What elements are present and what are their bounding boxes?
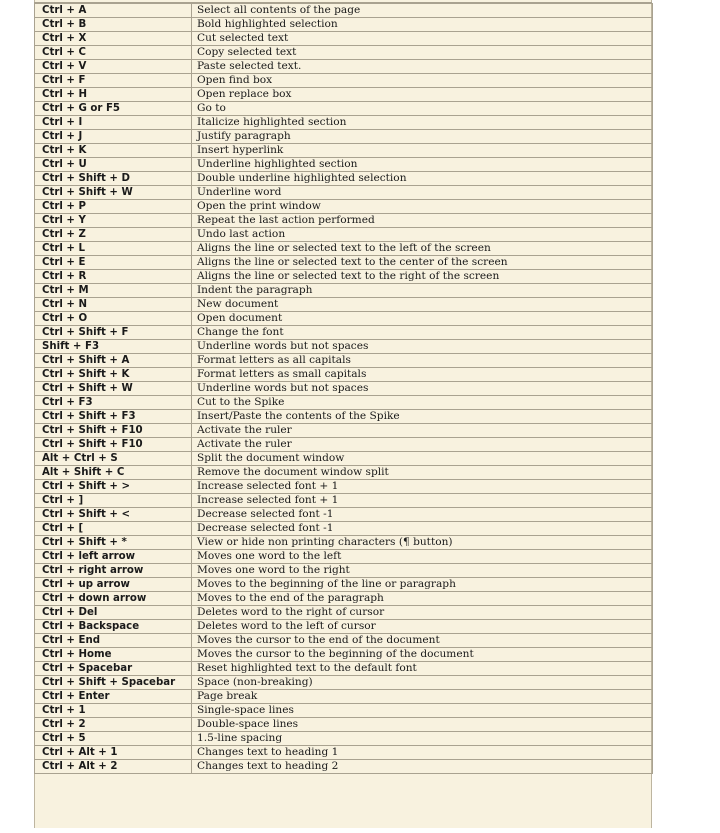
shortcut-description-cell: Cut selected text	[192, 32, 653, 46]
table-row	[35, 88, 653, 102]
shortcut-description-cell: Moves to the beginning of the line or paragraph	[192, 578, 653, 592]
shortcut-description-cell: Change the font	[192, 326, 653, 340]
shortcut-key-cell: Ctrl + Shift + W	[35, 186, 192, 200]
shortcut-key-cell: Ctrl + F3	[35, 396, 192, 410]
table-row	[35, 760, 653, 774]
table-row	[35, 284, 653, 298]
shortcut-description-cell: Double-space lines	[192, 718, 653, 732]
table-row	[35, 438, 653, 452]
shortcut-table	[34, 3, 653, 774]
shortcut-description-cell: Decrease selected font -1	[192, 508, 653, 522]
shortcut-description-cell: Increase selected font + 1	[192, 494, 653, 508]
shortcut-description-cell: Insert hyperlink	[192, 144, 653, 158]
table-row	[35, 508, 653, 522]
shortcut-description-cell: Aligns the line or selected text to the center of the screen	[192, 256, 653, 270]
shortcut-key-cell: Ctrl + Alt + 1	[35, 746, 192, 760]
shortcut-description-cell: Open replace box	[192, 88, 653, 102]
shortcut-description-cell: Format letters as small capitals	[192, 368, 653, 382]
shortcut-description-cell: Insert/Paste the contents of the Spike	[192, 410, 653, 424]
shortcut-description-cell: Repeat the last action performed	[192, 214, 653, 228]
shortcut-description-cell: Remove the document window split	[192, 466, 653, 480]
table-row	[35, 424, 653, 438]
shortcut-key-cell: Ctrl + left arrow	[35, 550, 192, 564]
shortcut-description-cell: Undo last action	[192, 228, 653, 242]
shortcut-description-cell: Go to	[192, 102, 653, 116]
table-row	[35, 718, 653, 732]
shortcut-description-cell: Space (non-breaking)	[192, 676, 653, 690]
shortcut-key-cell: Ctrl + I	[35, 116, 192, 130]
table-row	[35, 564, 653, 578]
shortcut-key-cell: Ctrl + 2	[35, 718, 192, 732]
table-row	[35, 102, 653, 116]
shortcut-key-cell: Ctrl + Z	[35, 228, 192, 242]
shortcut-description-cell: Open document	[192, 312, 653, 326]
shortcut-key-cell: Ctrl + Alt + 2	[35, 760, 192, 774]
table-row	[35, 732, 653, 746]
shortcut-description-cell: Aligns the line or selected text to the left of the screen	[192, 242, 653, 256]
shortcut-description-cell: Page break	[192, 690, 653, 704]
table-row	[35, 578, 653, 592]
shortcut-description-cell: 1.5-line spacing	[192, 732, 653, 746]
shortcut-key-cell: Alt + Shift + C	[35, 466, 192, 480]
table-row	[35, 494, 653, 508]
shortcut-key-cell: Alt + Ctrl + S	[35, 452, 192, 466]
table-row	[35, 270, 653, 284]
shortcut-description-cell: Justify paragraph	[192, 130, 653, 144]
shortcut-description-cell: Underline highlighted section	[192, 158, 653, 172]
shortcut-key-cell: Ctrl + Shift + Spacebar	[35, 676, 192, 690]
shortcut-description-cell: Aligns the line or selected text to the right of the screen	[192, 270, 653, 284]
table-row	[35, 606, 653, 620]
shortcut-key-cell: Ctrl + X	[35, 32, 192, 46]
table-row	[35, 676, 653, 690]
table-row	[35, 466, 653, 480]
table-row	[35, 396, 653, 410]
table-row	[35, 634, 653, 648]
table-row	[35, 620, 653, 634]
shortcut-key-cell: Ctrl + Shift + A	[35, 354, 192, 368]
shortcut-key-cell: Ctrl + right arrow	[35, 564, 192, 578]
shortcut-key-cell: Ctrl + B	[35, 18, 192, 32]
shortcut-description-cell: Bold highlighted selection	[192, 18, 653, 32]
shortcut-description-cell: Increase selected font + 1	[192, 480, 653, 494]
table-row	[35, 746, 653, 760]
shortcut-key-cell: Ctrl + Y	[35, 214, 192, 228]
shortcut-key-cell: Ctrl + Backspace	[35, 620, 192, 634]
shortcut-description-cell: Moves the cursor to the beginning of the document	[192, 648, 653, 662]
shortcut-key-cell: Ctrl + A	[35, 4, 192, 18]
table-row	[35, 368, 653, 382]
table-row	[35, 214, 653, 228]
table-row	[35, 158, 653, 172]
shortcut-description-cell: Split the document window	[192, 452, 653, 466]
table-row	[35, 172, 653, 186]
shortcut-description-cell: Activate the ruler	[192, 438, 653, 452]
shortcut-description-cell: Changes text to heading 2	[192, 760, 653, 774]
table-row	[35, 18, 653, 32]
shortcut-description-cell: Single-space lines	[192, 704, 653, 718]
shortcut-key-cell: Ctrl + Shift + F	[35, 326, 192, 340]
table-row	[35, 312, 653, 326]
shortcut-key-cell: Ctrl + 1	[35, 704, 192, 718]
shortcut-description-cell: Deletes word to the left of cursor	[192, 620, 653, 634]
table-row	[35, 256, 653, 270]
shortcut-key-cell: Ctrl + Shift + F3	[35, 410, 192, 424]
table-row	[35, 4, 653, 18]
shortcut-description-cell: Underline word	[192, 186, 653, 200]
shortcut-description-cell: Indent the paragraph	[192, 284, 653, 298]
shortcut-key-cell: Ctrl + Shift + K	[35, 368, 192, 382]
shortcut-key-cell: Ctrl + Home	[35, 648, 192, 662]
table-row	[35, 480, 653, 494]
table-row	[35, 522, 653, 536]
table-row	[35, 298, 653, 312]
shortcut-description-cell: Select all contents of the page	[192, 4, 653, 18]
table-row	[35, 242, 653, 256]
shortcut-key-cell: Ctrl + Shift + W	[35, 382, 192, 396]
shortcut-key-cell: Ctrl + Shift + >	[35, 480, 192, 494]
shortcut-description-cell: Underline words but not spaces	[192, 340, 653, 354]
shortcut-key-cell: Ctrl + Shift + <	[35, 508, 192, 522]
shortcut-key-cell: Ctrl + C	[35, 46, 192, 60]
table-row	[35, 228, 653, 242]
shortcut-description-cell: Copy selected text	[192, 46, 653, 60]
shortcut-key-cell: Ctrl + N	[35, 298, 192, 312]
table-row	[35, 130, 653, 144]
shortcut-key-cell: Ctrl + K	[35, 144, 192, 158]
shortcut-key-cell: Ctrl + P	[35, 200, 192, 214]
shortcut-key-cell: Ctrl + 5	[35, 732, 192, 746]
table-row	[35, 410, 653, 424]
shortcut-key-cell: Shift + F3	[35, 340, 192, 354]
shortcut-key-cell: Ctrl + E	[35, 256, 192, 270]
table-row	[35, 60, 653, 74]
table-row	[35, 382, 653, 396]
table-row	[35, 186, 653, 200]
shortcut-description-cell: Decrease selected font -1	[192, 522, 653, 536]
shortcut-description-cell: Moves one word to the left	[192, 550, 653, 564]
table-row	[35, 550, 653, 564]
shortcut-description-cell: Reset highlighted text to the default font	[192, 662, 653, 676]
shortcut-key-cell: Ctrl + Shift + F10	[35, 438, 192, 452]
shortcut-description-cell: Cut to the Spike	[192, 396, 653, 410]
shortcut-key-cell: Ctrl + L	[35, 242, 192, 256]
shortcut-description-cell: Italicize highlighted section	[192, 116, 653, 130]
shortcut-description-cell: Double underline highlighted selection	[192, 172, 653, 186]
shortcut-key-cell: Ctrl + F	[35, 74, 192, 88]
shortcut-key-cell: Ctrl + H	[35, 88, 192, 102]
shortcut-description-cell: Paste selected text.	[192, 60, 653, 74]
table-row	[35, 452, 653, 466]
shortcut-key-cell: Ctrl + ]	[35, 494, 192, 508]
table-row	[35, 144, 653, 158]
shortcut-key-cell: Ctrl + down arrow	[35, 592, 192, 606]
table-row	[35, 340, 653, 354]
shortcut-description-cell: Open the print window	[192, 200, 653, 214]
table-row	[35, 648, 653, 662]
shortcut-key-cell: Ctrl + O	[35, 312, 192, 326]
shortcut-key-cell: Ctrl + Shift + F10	[35, 424, 192, 438]
shortcut-key-cell: Ctrl + End	[35, 634, 192, 648]
shortcut-key-cell: Ctrl + J	[35, 130, 192, 144]
table-row	[35, 200, 653, 214]
shortcut-key-cell: Ctrl + [	[35, 522, 192, 536]
shortcut-description-cell: Format letters as all capitals	[192, 354, 653, 368]
shortcut-description-cell: Deletes word to the right of cursor	[192, 606, 653, 620]
table-row	[35, 74, 653, 88]
shortcut-key-cell: Ctrl + M	[35, 284, 192, 298]
shortcut-key-cell: Ctrl + up arrow	[35, 578, 192, 592]
shortcut-key-cell: Ctrl + Del	[35, 606, 192, 620]
table-row	[35, 662, 653, 676]
shortcut-key-cell: Ctrl + V	[35, 60, 192, 74]
table-row	[35, 354, 653, 368]
shortcut-description-cell: Changes text to heading 1	[192, 746, 653, 760]
table-row	[35, 592, 653, 606]
table-row	[35, 536, 653, 550]
shortcut-description-cell: Moves one word to the right	[192, 564, 653, 578]
table-row	[35, 32, 653, 46]
shortcut-description-cell: Moves to the end of the paragraph	[192, 592, 653, 606]
table-row	[35, 326, 653, 340]
table-row	[35, 690, 653, 704]
shortcut-key-cell: Ctrl + G or F5	[35, 102, 192, 116]
shortcut-key-cell: Ctrl + U	[35, 158, 192, 172]
shortcut-key-cell: Ctrl + Enter	[35, 690, 192, 704]
shortcut-description-cell: Underline words but not spaces	[192, 382, 653, 396]
shortcut-key-cell: Ctrl + Spacebar	[35, 662, 192, 676]
shortcut-key-cell: Ctrl + R	[35, 270, 192, 284]
table-row	[35, 704, 653, 718]
table-row	[35, 116, 653, 130]
shortcut-description-cell: New document	[192, 298, 653, 312]
shortcut-description-cell: Open find box	[192, 74, 653, 88]
table-row	[35, 46, 653, 60]
shortcut-description-cell: View or hide non printing characters (¶ button)	[192, 536, 653, 550]
shortcut-description-cell: Moves the cursor to the end of the document	[192, 634, 653, 648]
shortcut-key-cell: Ctrl + Shift + D	[35, 172, 192, 186]
shortcut-description-cell: Activate the ruler	[192, 424, 653, 438]
shortcut-key-cell: Ctrl + Shift + *	[35, 536, 192, 550]
shortcut-table-body	[35, 4, 653, 774]
